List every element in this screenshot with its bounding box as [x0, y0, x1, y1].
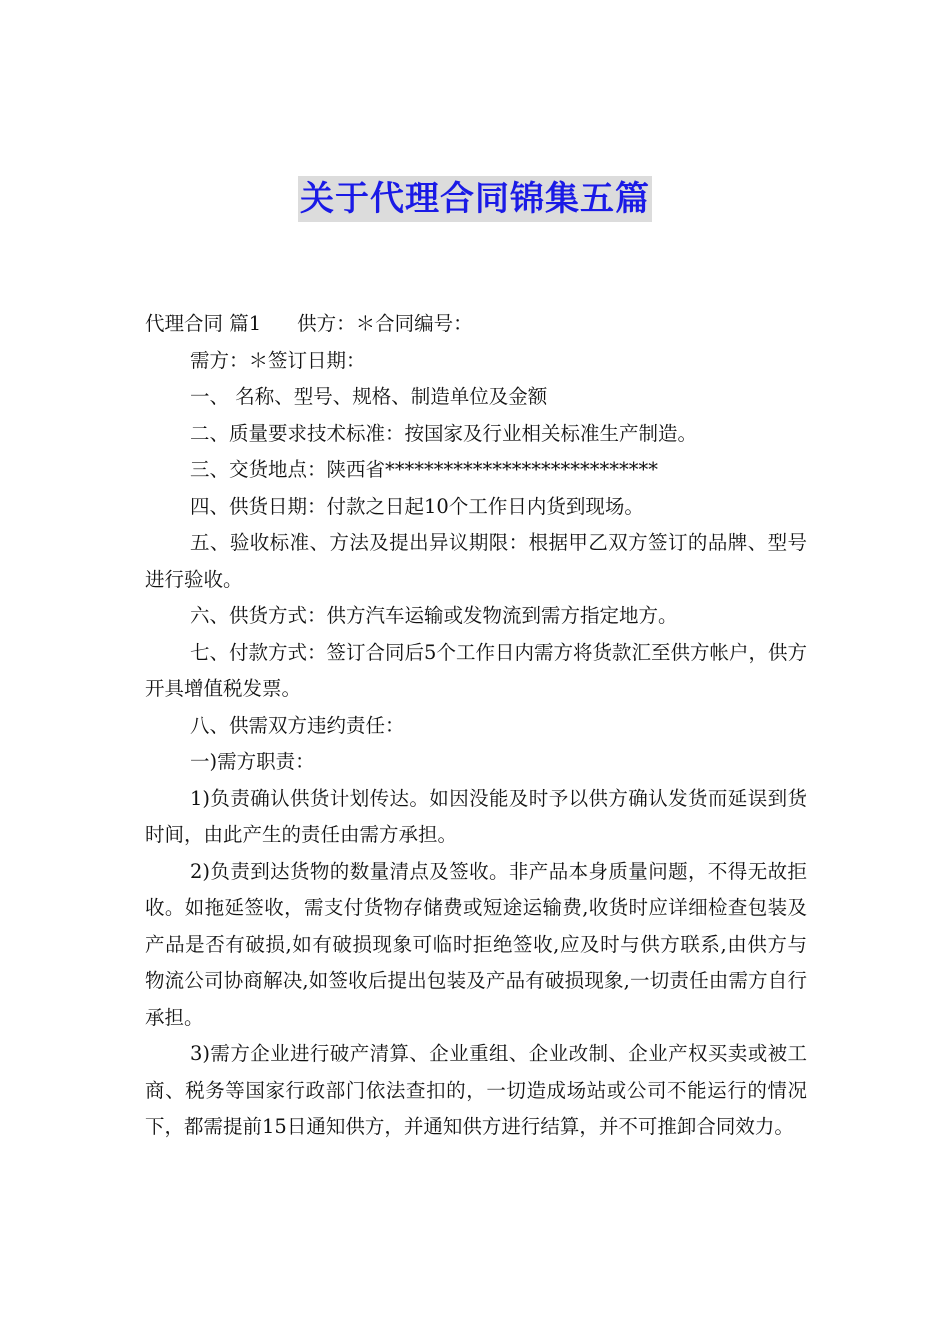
paragraph-buyer: 需方：＊签订日期： [190, 348, 366, 372]
title-container [0, 176, 950, 222]
paragraph-item-7: 七、付款方式：签订合同后5个工作日内需方将货款汇至供方帐户，供方开具增值税发票。 [145, 640, 807, 700]
header-line [145, 306, 807, 343]
paragraph-item-8: 八、供需双方违约责任： [190, 713, 405, 737]
supplier-contract-no: 供方：＊合同编号： [297, 312, 473, 335]
paragraph-item-5: 五、验收标准、方法及提出异议期限：根据甲乙双方签订的品牌、型号进行验收。 [145, 531, 807, 591]
paragraph-sub-1: 一)需方职责： [190, 750, 315, 773]
document-body [145, 306, 807, 1146]
section-label: 代理合同 篇1 [145, 312, 262, 335]
paragraph-item-6: 六、供货方式：供方汽车运输或发物流到需方指定地方。 [190, 604, 678, 627]
paragraph-item-1: 一、 名称、型号、规格、制造单位及金额 [190, 385, 548, 408]
paragraph-clause-3: 3)需方企业进行破产清算、企业重组、企业改制、企业产权买卖或被工商、税务等国家行政部门依法查扣的，一切造成场站或公司不能运行的情况下，都需提前15日通知供方，并通知供方进行结算，并不可推卸合同效力。 [145, 1042, 807, 1138]
paragraph-clause-2: 2)负责到达货物的数量清点及签收。非产品本身质量问题，不得无故拒收。如拖延签收，需支付货物存储费或短途运输费,收货时应详细检查包装及产品是否有破损,如有破损现象可临时拒绝签收,应及时与供方联系,由供方与物流公司协商解决,如签收后提出包装及产品有破损现象,一切责任由需方自行承担。 [145, 859, 807, 1029]
document-title: 关于代理合同锦集五篇 [298, 176, 652, 222]
paragraph-item-3: 三、交货地点：陕西省**************************** [190, 458, 659, 481]
paragraph-item-4: 四、供货日期：付款之日起10个工作日内货到现场。 [190, 494, 644, 518]
paragraph-clause-1: 1)负责确认供货计划传达。如因没能及时予以供方确认发货而延误到货时间，由此产生的责任由需方承担。 [145, 786, 807, 846]
paragraph-item-2: 二、质量要求技术标准：按国家及行业相关标准生产制造。 [190, 421, 698, 445]
